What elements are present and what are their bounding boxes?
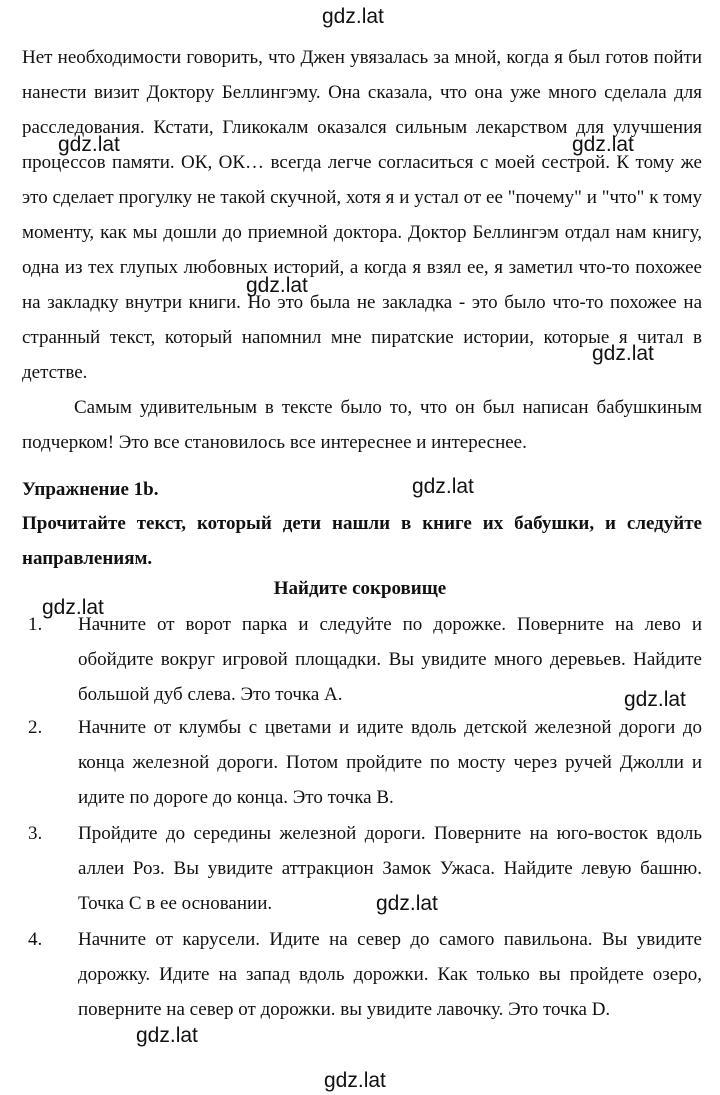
watermark: gdz.lat <box>136 1024 198 1047</box>
story-paragraph-2: Самым удивительным в тексте было то, что он был написан бабушкиным подчерком! Это все становилось все интереснее и интереснее. <box>22 397 702 453</box>
watermark: gdz.lat <box>322 5 384 28</box>
watermark: gdz.lat <box>572 133 634 156</box>
list-item-text: Начните от клумбы с цветами и идите вдоль детской железной дороги до конца железной дороги. Потом пройдите по мосту через ручей Джолли и идите по дороге до конца. Это точка В. <box>78 717 702 808</box>
list-item-text: Пройдите до середины железной дороги. Поверните на юго-восток вдоль аллеи Роз. Вы увидите аттракцион Замок Ужаса. Найдите левую башню. Точка С в ее основании. <box>78 823 702 914</box>
list-number: 4. <box>28 929 43 950</box>
watermark: gdz.lat <box>592 342 654 365</box>
watermark: gdz.lat <box>412 475 474 498</box>
exercise-instruction: Прочитайте текст, который дети нашли в книге их бабушки, и следуйте направлениям. <box>22 513 702 569</box>
watermark: gdz.lat <box>42 596 104 619</box>
watermark: gdz.lat <box>376 892 438 915</box>
watermark: gdz.lat <box>324 1069 386 1092</box>
list-item-text: Начните от карусели. Идите на север до самого павильона. Вы увидите дорожку. Идите на запад вдоль дорожки. Как только вы пройдете озеро, поверните на север от дорожки. вы увидите лавочку. Это точка D. <box>78 929 702 1020</box>
list-number: 1. <box>28 614 43 635</box>
watermark: gdz.lat <box>246 274 308 297</box>
list-item-text: Начните от ворот парка и следуйте по дорожке. Поверните на лево и обойдите вокруг игровой площадки. Вы увидите много деревьев. Найдите большой дуб слева. Это точка А. <box>78 614 702 705</box>
list-number: 3. <box>28 823 43 844</box>
section-subtitle: Найдите сокровище <box>273 578 447 599</box>
watermark: gdz.lat <box>58 133 120 156</box>
list-number: 2. <box>28 717 43 738</box>
watermark: gdz.lat <box>624 688 686 711</box>
exercise-title: Упражнение 1b. <box>22 479 159 500</box>
story-paragraph-1: Нет необходимости говорить, что Джен увязалась за мной, когда я был готов пойти нанести визит Доктору Беллингэму. Она сказала, что она уже много сделала для расследования. Кстати, Гликокалм оказался сильным лекарством для улучшения процессов памяти. ОК, ОК… всегда легче согласиться с моей сестрой. К тому же это сделает прогулку не такой скучной, хотя я и устал от ее "почему" и "что" к тому моменту, как мы дошли до приемной доктора. Доктор Беллингэм отдал нам книгу, одна из тех глупых любовных историй, а когда я взял ее, я заметил что-то похожее на закладку внутри книги. Но это была не закладка - это было что-то похожее на странный текст, который напомнил мне пиратские истории, которые я читал в детстве. <box>22 47 702 383</box>
